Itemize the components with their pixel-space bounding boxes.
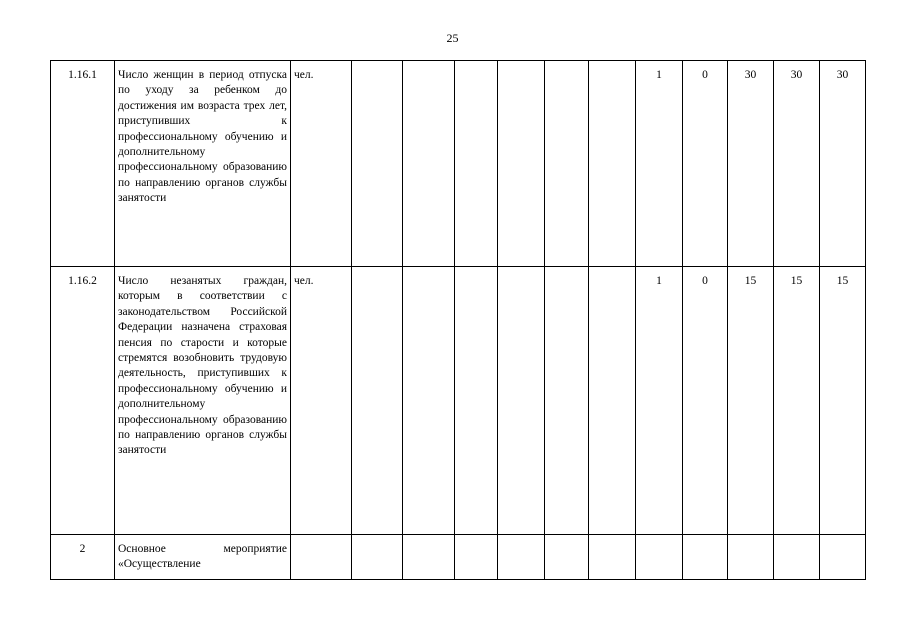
empty-cell	[498, 61, 545, 267]
empty-cell	[545, 267, 589, 535]
empty-cell	[589, 61, 636, 267]
row-number-cell: 1.16.1	[51, 61, 115, 267]
empty-cell	[545, 61, 589, 267]
value-cell: 1	[636, 267, 683, 535]
unit-cell: чел.	[291, 267, 352, 535]
empty-cell	[455, 535, 498, 580]
empty-cell	[455, 61, 498, 267]
row-number-cell: 2	[51, 535, 115, 580]
indicator-description-cell: Основное мероприятие «Осуществление	[115, 535, 291, 580]
value-cell	[683, 535, 728, 580]
empty-cell	[352, 267, 403, 535]
value-cell	[820, 535, 866, 580]
empty-cell	[403, 535, 455, 580]
empty-cell	[545, 535, 589, 580]
empty-cell	[403, 267, 455, 535]
value-cell: 15	[728, 267, 774, 535]
value-cell: 15	[774, 267, 820, 535]
value-cell: 1	[636, 61, 683, 267]
value-cell	[728, 535, 774, 580]
row-number-cell: 1.16.2	[51, 267, 115, 535]
value-cell: 0	[683, 267, 728, 535]
indicator-description-cell: Число женщин в период отпуска по уходу за ребенком до достижения им возраста трех лет, приступивших к профессиональному обучению и дополнительному профессиональному образованию по направлению органов службы занятости	[115, 61, 291, 267]
value-cell	[774, 535, 820, 580]
empty-cell	[403, 61, 455, 267]
empty-cell	[455, 267, 498, 535]
empty-cell	[498, 267, 545, 535]
page-number: 25	[446, 31, 459, 45]
table-row	[51, 535, 866, 580]
unit-cell: чел.	[291, 61, 352, 267]
value-cell: 0	[683, 61, 728, 267]
empty-cell	[498, 535, 545, 580]
value-cell: 30	[728, 61, 774, 267]
empty-cell	[352, 535, 403, 580]
value-cell: 30	[820, 61, 866, 267]
indicator-table	[50, 60, 866, 580]
empty-cell	[352, 61, 403, 267]
table-row	[51, 61, 866, 267]
empty-cell	[589, 535, 636, 580]
value-cell: 30	[774, 61, 820, 267]
indicator-description-cell: Число незанятых граждан, которым в соответствии с законодательством Российской Федерации назначена страховая пенсия по старости и которые стремятся возобновить трудовую деятельность, приступивших к профессиональному обучению и дополнительному профессиональному образованию по направлению органов службы занятости	[115, 267, 291, 535]
unit-cell	[291, 535, 352, 580]
empty-cell	[589, 267, 636, 535]
value-cell: 15	[820, 267, 866, 535]
table-row	[51, 267, 866, 535]
value-cell	[636, 535, 683, 580]
